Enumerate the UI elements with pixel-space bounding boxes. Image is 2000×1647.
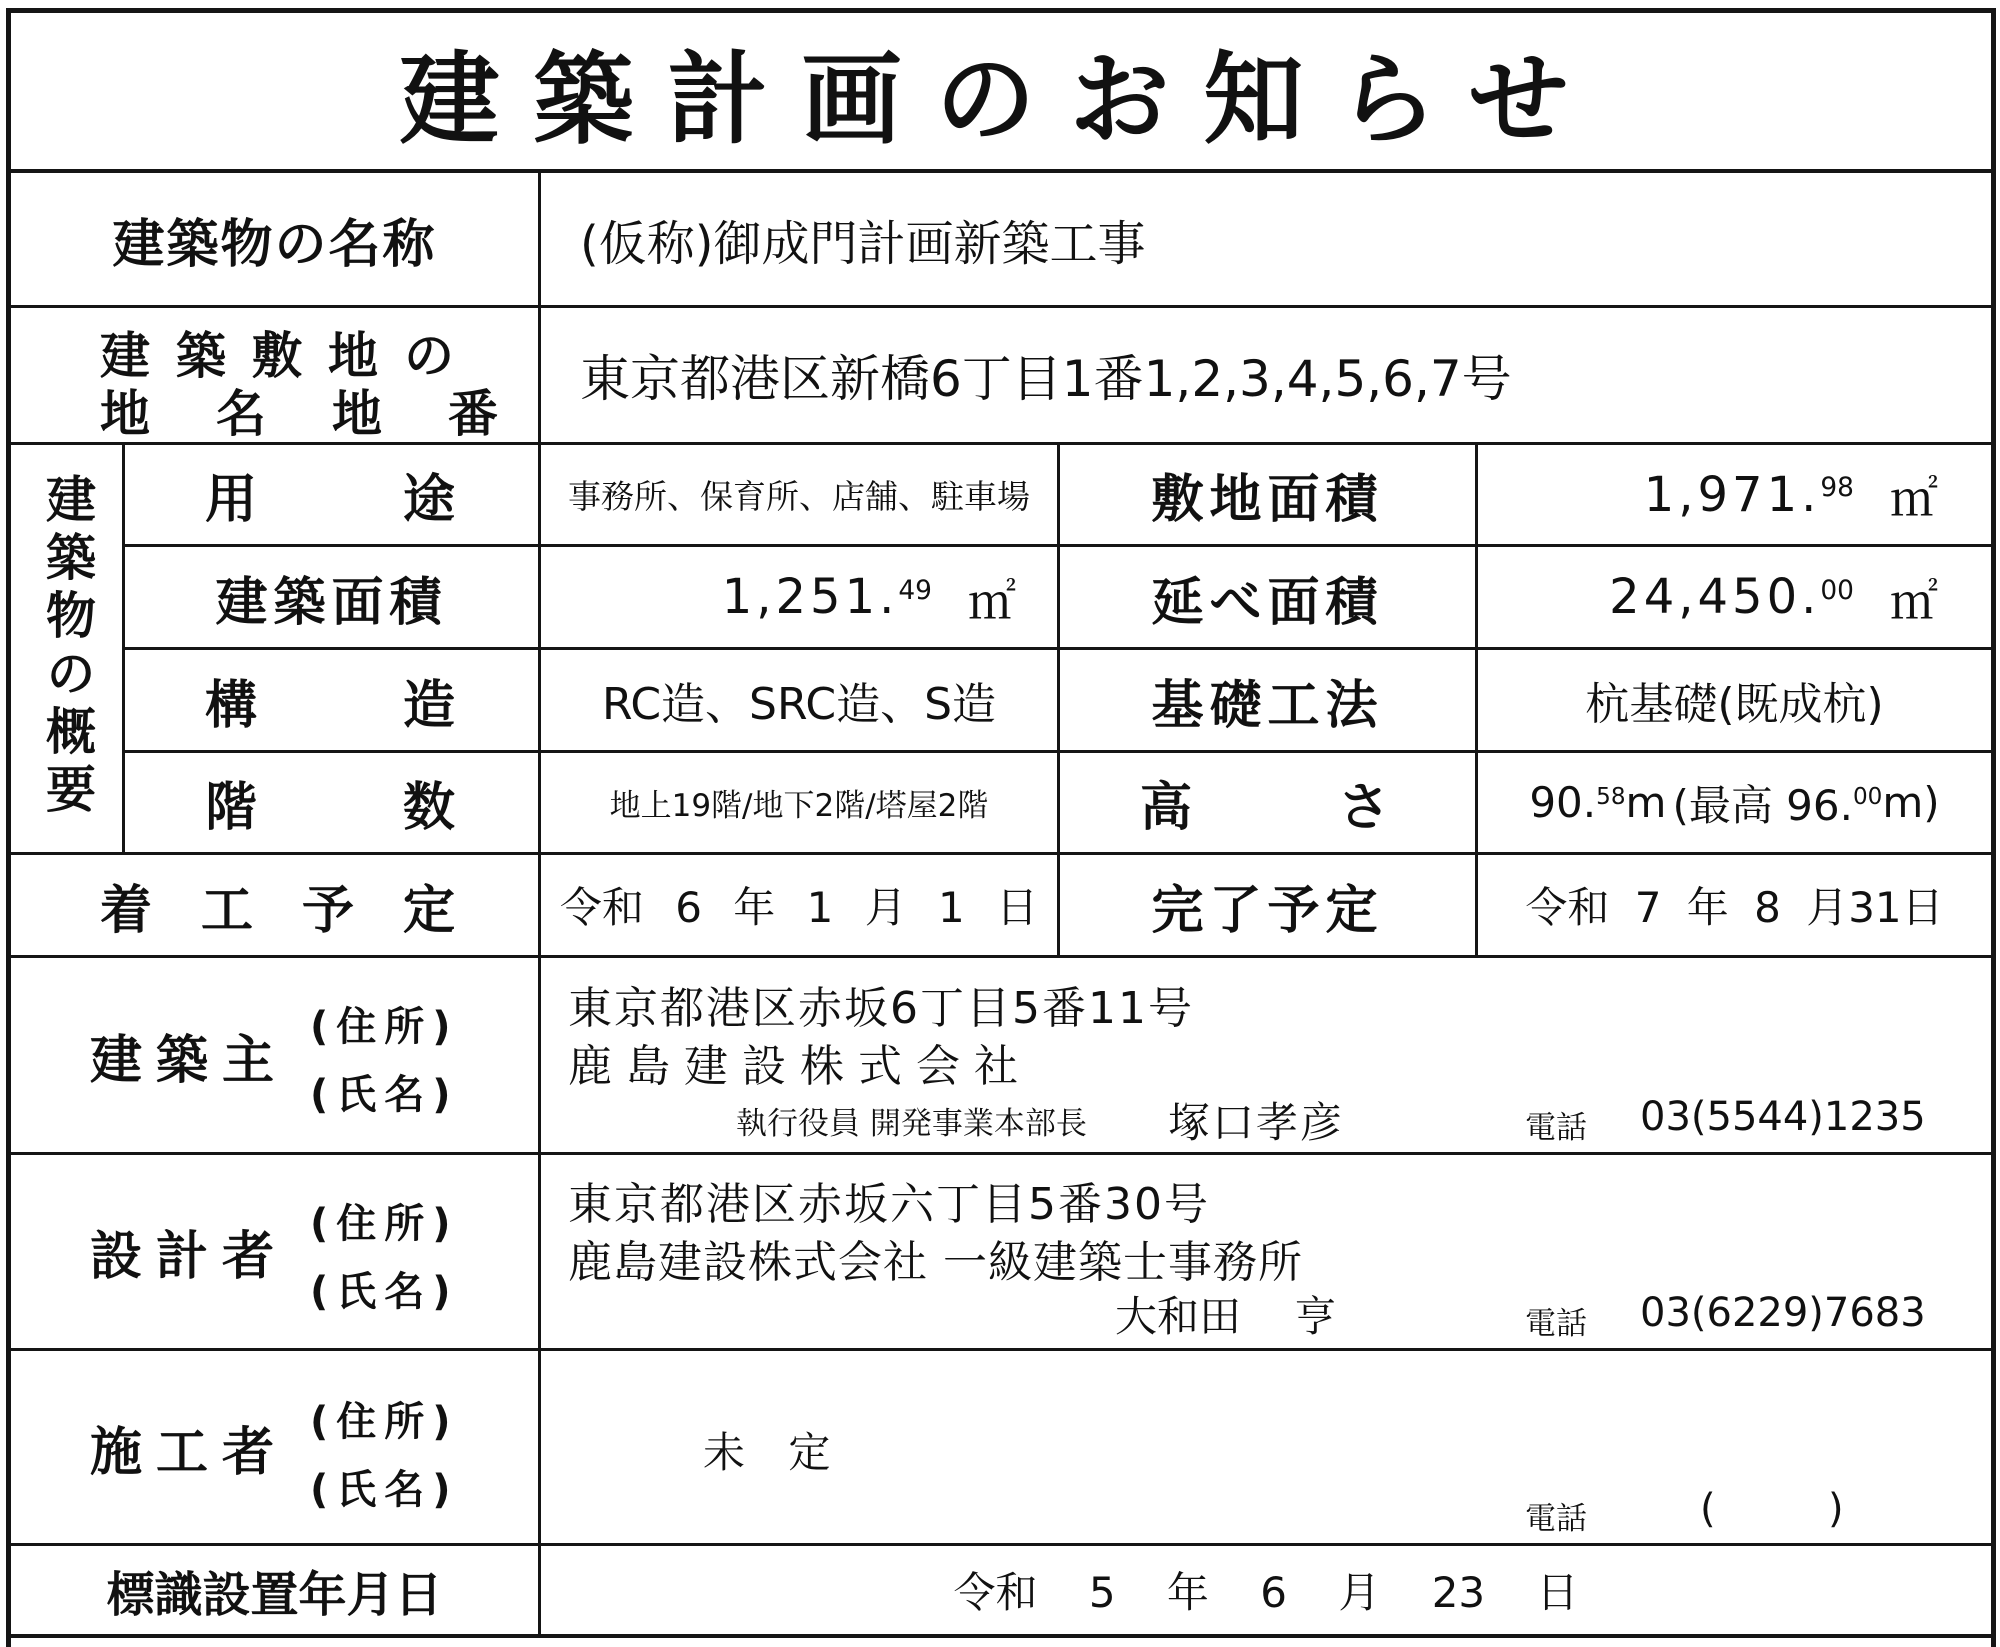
overview-group-label: 建築物の概要: [38, 473, 96, 821]
building-area-int: 1,251.: [721, 569, 899, 625]
h-line: [6, 955, 1996, 958]
site-area-dec: 98: [1820, 472, 1854, 504]
start-label-char: 着: [100, 880, 153, 941]
use-label-char: 用: [205, 470, 258, 530]
start-label: [100, 855, 455, 955]
owner-address-label: (住所): [310, 1004, 459, 1050]
start-label-char: 予: [301, 880, 354, 941]
site-area-label: 敷地面積: [1151, 470, 1384, 530]
owner-person: 塚口孝彦: [1168, 1098, 1345, 1147]
height-max-open: (最高 96.: [1672, 780, 1853, 830]
designer-name-label: (氏名): [310, 1269, 459, 1315]
owner-phone: 03(5544)1235: [1640, 1094, 1926, 1140]
contractor-name-label: (氏名): [310, 1467, 459, 1513]
designer-phone-label: 電話: [1525, 1306, 1587, 1342]
start-value: 令和 6 年 1 月 1 日: [559, 883, 1039, 932]
site-area-unit: ㎡: [1889, 471, 1938, 527]
building-name-value: (仮称)御成門計画新築工事: [580, 215, 1146, 272]
sign-date-label: 標識設置年月日: [106, 1566, 443, 1623]
site-address-label-line2: 地名地番: [100, 385, 564, 443]
structure-value: RC造、SRC造、S造: [601, 679, 997, 730]
building-area-unit: ㎡: [967, 573, 1016, 630]
height-main-unit: m: [1625, 778, 1667, 827]
owner-label: 建築主: [90, 1030, 289, 1091]
floors-label-char: 階: [205, 778, 258, 838]
total-floor-area-value: [1478, 547, 1938, 647]
owner-phone-label: 電話: [1525, 1110, 1587, 1146]
contractor-value: 未 定: [703, 1428, 831, 1477]
contractor-phone-close: ): [1828, 1486, 1844, 1532]
height-label-char: さ: [1337, 778, 1390, 838]
height-label: [1140, 753, 1390, 852]
height-value: [1478, 753, 1991, 852]
h-line: [6, 1348, 1996, 1351]
contractor-address-label: (住所): [310, 1399, 459, 1445]
owner-company: 鹿島建設株式会社: [568, 1041, 1032, 1092]
start-label-char: 定: [402, 880, 455, 941]
owner-address: 東京都港区赤坂6丁目5番11号: [568, 983, 1194, 1034]
foundation-value: 杭基礎(既成杭): [1585, 679, 1884, 730]
height-main-dec: 58: [1596, 783, 1626, 810]
completion-label: 完了予定: [1151, 880, 1384, 941]
start-label-char: 工: [200, 880, 253, 941]
h-line: [6, 1152, 1996, 1155]
use-value: 事務所、保育所、店舗、駐車場: [568, 477, 1030, 516]
total-floor-area-label: 延べ面積: [1151, 572, 1384, 633]
building-area-label: 建築面積: [215, 572, 448, 633]
outer-border-right: [1991, 8, 1996, 1647]
designer-company: 鹿島建設株式会社 一級建築士事務所: [568, 1237, 1303, 1288]
contractor-label: 施工者: [90, 1422, 289, 1483]
height-label-char: 高: [1140, 778, 1193, 838]
structure-label-char: 構: [205, 675, 258, 736]
foundation-label: 基礎工法: [1151, 675, 1384, 736]
floors-label-char: 数: [402, 778, 455, 838]
owner-position: 執行役員 開発事業本部長: [736, 1106, 1087, 1142]
floors-label: [205, 753, 455, 852]
total-floor-area-int: 24,450.: [1609, 569, 1821, 625]
site-address-label-line1: 建築敷地の: [100, 327, 480, 385]
building-name-label: 建築物の名称: [112, 214, 437, 275]
contractor-phone-open: (: [1700, 1486, 1716, 1532]
v-line: [122, 442, 125, 855]
building-area-dec: 49: [898, 574, 932, 606]
designer-phone: 03(6229)7683: [1640, 1290, 1926, 1336]
height-max-close: m): [1882, 778, 1940, 827]
height-max-dec: 00: [1852, 783, 1883, 810]
contractor-phone-label: 電話: [1525, 1501, 1587, 1537]
total-floor-area-unit: ㎡: [1889, 573, 1938, 630]
structure-label: [205, 650, 455, 750]
designer-label: 設計者: [90, 1227, 289, 1287]
h-line: [6, 1634, 1996, 1638]
designer-address: 東京都港区赤坂六丁目5番30号: [568, 1179, 1210, 1230]
designer-address-label: (住所): [310, 1201, 459, 1247]
site-area-value: [1478, 445, 1938, 544]
height-main: 90.: [1529, 778, 1597, 827]
sign-date-value: 令和 5 年 6 月 23 日: [953, 1568, 1579, 1617]
floors-value: 地上19階/地下2階/塔屋2階: [609, 788, 989, 824]
use-label: [205, 445, 455, 544]
structure-label-char: 造: [402, 675, 455, 736]
use-label-char: 途: [402, 470, 455, 530]
page-title: 建築計画のお知らせ: [399, 41, 1603, 158]
completion-value: 令和 7 年 8 月31日: [1525, 883, 1944, 932]
designer-person: 大和田 亨: [1115, 1292, 1337, 1341]
building-area-value: [541, 547, 1016, 647]
total-floor-area-dec: 00: [1820, 574, 1854, 606]
site-area-int: 1,971.: [1643, 466, 1821, 523]
site-address-value: 東京都港区新橋6丁目1番1,2,3,4,5,6,7号: [580, 350, 1512, 408]
owner-name-label: (氏名): [310, 1072, 459, 1118]
